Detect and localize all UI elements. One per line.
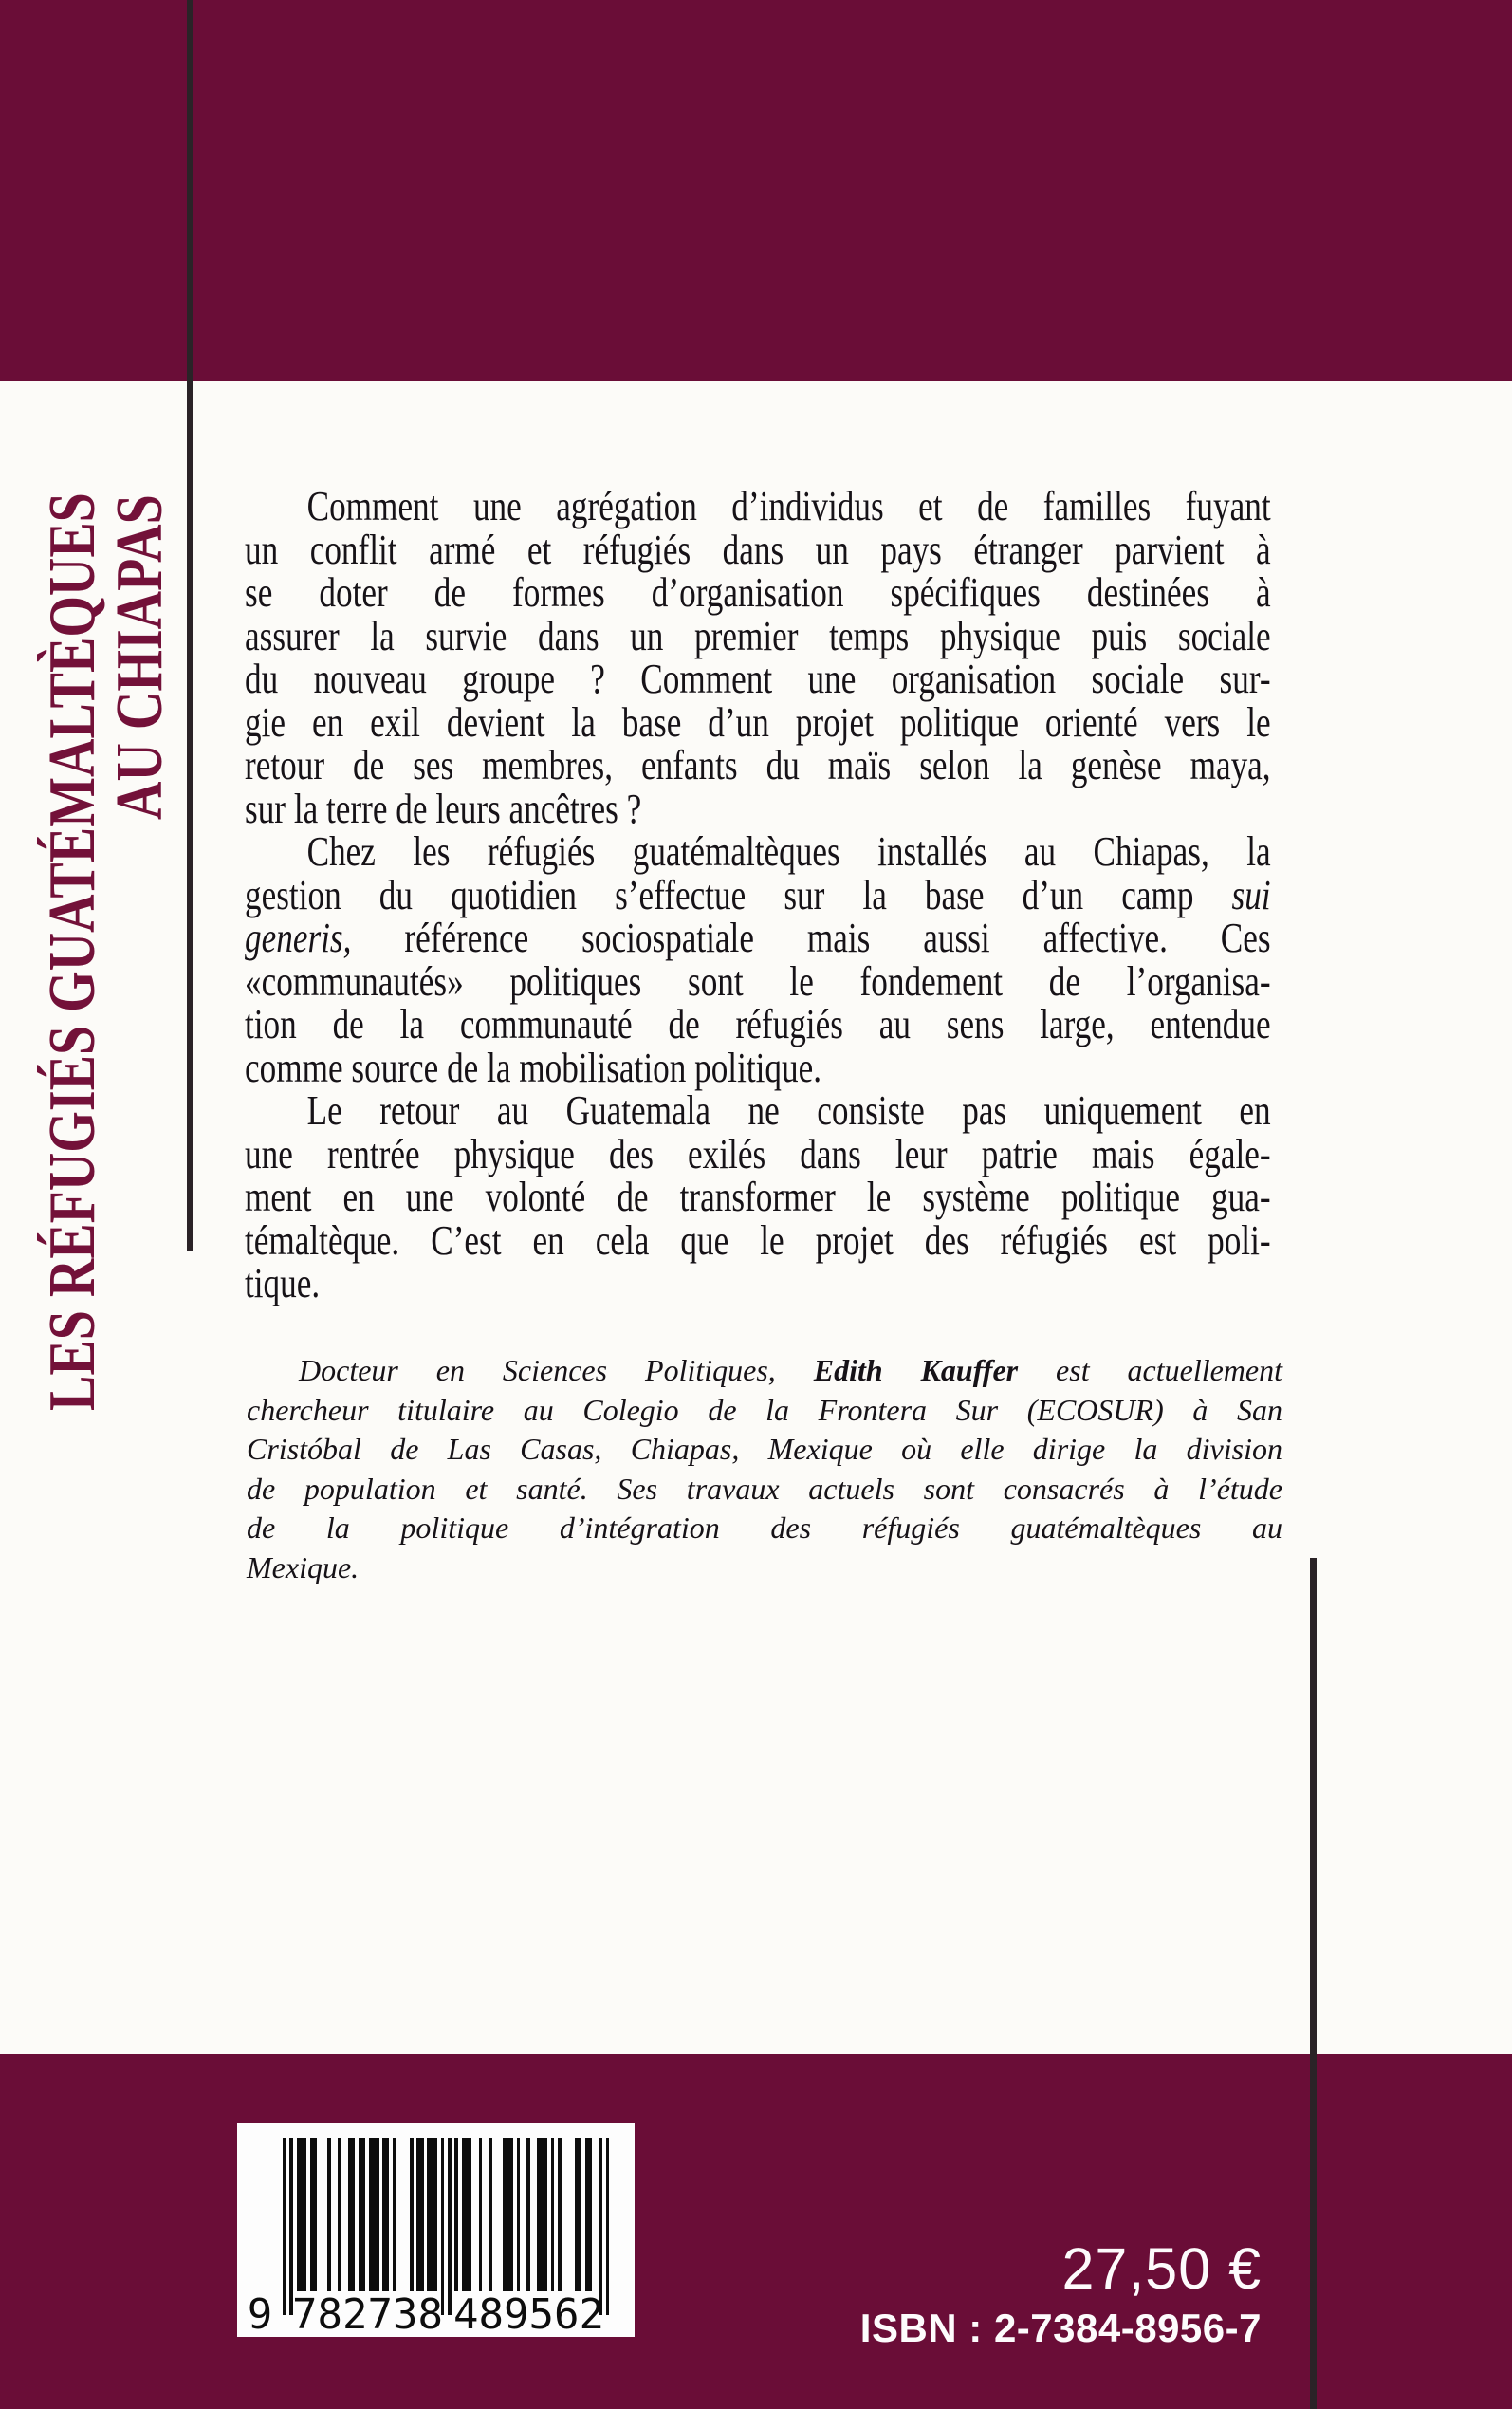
text-line: Comment une agrégation d’individus et de familles fuyant bbox=[306, 483, 1271, 529]
right-fold-line bbox=[1310, 1558, 1317, 2409]
isbn-label: ISBN : 2-7384-8956-7 bbox=[859, 2306, 1262, 2350]
barcode-digit-lead: 9 bbox=[247, 2290, 273, 2339]
bottom-maroon-band bbox=[0, 2054, 1512, 2409]
text-line: se doter de formes d’organisation spécifiques destinées à bbox=[245, 569, 1271, 616]
author-bio bbox=[247, 1351, 1282, 1587]
vertical-title-line-2: AU CHIAPAS bbox=[103, 494, 176, 820]
barcode-bars bbox=[283, 2138, 609, 2315]
text-line: de la politique d’intégration des réfugiés guatémaltèques au bbox=[247, 1510, 1282, 1545]
text-line: tion de la communauté de réfugiés au sens large, entendue bbox=[245, 1001, 1271, 1047]
text-line: tique. bbox=[245, 1260, 321, 1306]
synopsis-text bbox=[245, 485, 1271, 1306]
text-line: assurer la survie dans un premier temps physique puis sociale bbox=[245, 612, 1271, 659]
barcode-digits-left: 782738 bbox=[292, 2290, 443, 2339]
text-line: ment en une volonté de transformer le système politique gua- bbox=[245, 1174, 1271, 1220]
text-line: gestion du quotidien s’effectue sur la base d’un camp sui bbox=[245, 871, 1271, 918]
barcode bbox=[237, 2123, 635, 2337]
text-line: du nouveau groupe ? Comment une organisation sociale sur- bbox=[245, 656, 1271, 702]
text-line: témaltèque. C’est en cela que le projet des réfugiés est poli- bbox=[245, 1216, 1271, 1264]
barcode-digits-right: 489562 bbox=[453, 2290, 604, 2339]
text-line: Docteur en Sciences Politiques, Edith Kauffer est actuellement bbox=[299, 1353, 1283, 1387]
text-line: de population et santé. Ses travaux actuels sont consacrés à l’étude bbox=[247, 1471, 1282, 1506]
text-line: retour de ses membres, enfants du maïs selon la genèse maya, bbox=[245, 742, 1271, 788]
text-line: Cristóbal de Las Casas, Chiapas, Mexique où elle dirige la division bbox=[247, 1432, 1282, 1466]
text-line: chercheur titulaire au Colegio de la Frontera Sur (ECOSUR) à San bbox=[247, 1392, 1282, 1427]
text-line: Le retour au Guatemala ne consiste pas uniquement en bbox=[306, 1087, 1271, 1134]
top-maroon-band bbox=[0, 0, 1512, 381]
price-label: 27,50 € bbox=[1061, 2236, 1262, 2301]
text-line: generis, référence sociospatiale mais aussi affective. Ces bbox=[245, 915, 1271, 961]
text-line: un conflit armé et réfugiés dans un pays étranger parvient à bbox=[245, 526, 1271, 573]
text-line: Chez les réfugiés guatémaltèques installés au Chiapas, la bbox=[306, 828, 1271, 875]
text-line: une rentrée physique des exilés dans leur patrie mais égale- bbox=[245, 1130, 1271, 1177]
text-line: Mexique. bbox=[247, 1549, 360, 1584]
text-line: sur la terre de leurs ancêtres ? bbox=[245, 785, 642, 832]
left-fold-line bbox=[187, 0, 193, 1251]
text-line: comme source de la mobilisation politique. bbox=[245, 1044, 822, 1091]
text-line: gie en exil devient la base d’un projet politique orienté vers le bbox=[245, 698, 1271, 746]
text-line: «communautés» politiques sont le fondement de l’organisa- bbox=[245, 957, 1271, 1005]
vertical-title-line-1: LES RÉFUGIÉS GUATÉMALTÈQUES bbox=[36, 492, 109, 1411]
